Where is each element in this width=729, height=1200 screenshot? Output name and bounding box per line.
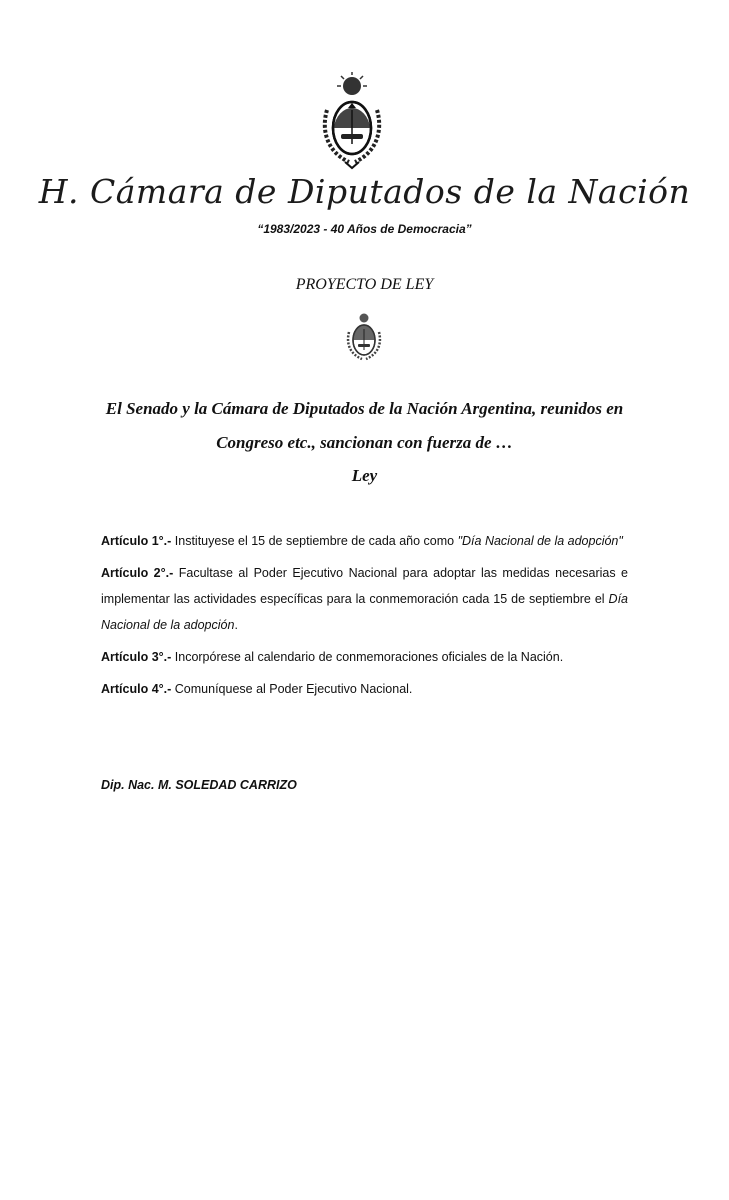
coat-of-arms-icon bbox=[344, 310, 384, 362]
law-heading: Ley bbox=[351, 466, 378, 485]
article-text: Instituyese el 15 de septiembre de cada año como bbox=[171, 534, 458, 548]
coat-of-arms-icon bbox=[317, 70, 387, 170]
article-2 bbox=[101, 560, 628, 638]
article-3 bbox=[101, 644, 628, 670]
document-type: PROYECTO DE LEY bbox=[295, 276, 434, 293]
democracy-motto: “1983/2023 - 40 Años de Democracia” bbox=[257, 222, 472, 236]
article-number: Artículo 2°.- bbox=[101, 566, 174, 580]
article-text: Facultase al Poder Ejecutivo Nacional para adoptar las medidas necesarias e implementar las actividades específicas para la conmemoración cada 15 de septiembre el bbox=[101, 566, 628, 606]
article-tail: . bbox=[234, 618, 238, 632]
article-text: Incorpórese al calendario de conmemoraciones oficiales de la Nación. bbox=[171, 650, 564, 664]
article-4 bbox=[101, 676, 628, 702]
articles-section bbox=[101, 528, 628, 708]
signature: Dip. Nac. M. SOLEDAD CARRIZO bbox=[101, 778, 297, 792]
chamber-title: H. Cámara de Diputados de la Nación bbox=[38, 172, 691, 211]
article-1 bbox=[101, 528, 628, 554]
article-number: Artículo 1°.- bbox=[101, 534, 172, 548]
preamble bbox=[90, 392, 639, 460]
article-number: Artículo 4°.- bbox=[101, 682, 172, 696]
preamble-line: El Senado y la Cámara de Diputados de la Nación Argentina, reunidos en bbox=[105, 399, 624, 418]
article-number: Artículo 3°.- bbox=[101, 650, 172, 664]
article-emphasis: "Día Nacional de la adopción" bbox=[457, 534, 623, 548]
article-text: Comuníquese al Poder Ejecutivo Nacional. bbox=[171, 682, 413, 696]
preamble-line: Congreso etc., sancionan con fuerza de … bbox=[216, 433, 513, 452]
article-emphasis: Día Nacional de la adopción bbox=[101, 592, 628, 632]
